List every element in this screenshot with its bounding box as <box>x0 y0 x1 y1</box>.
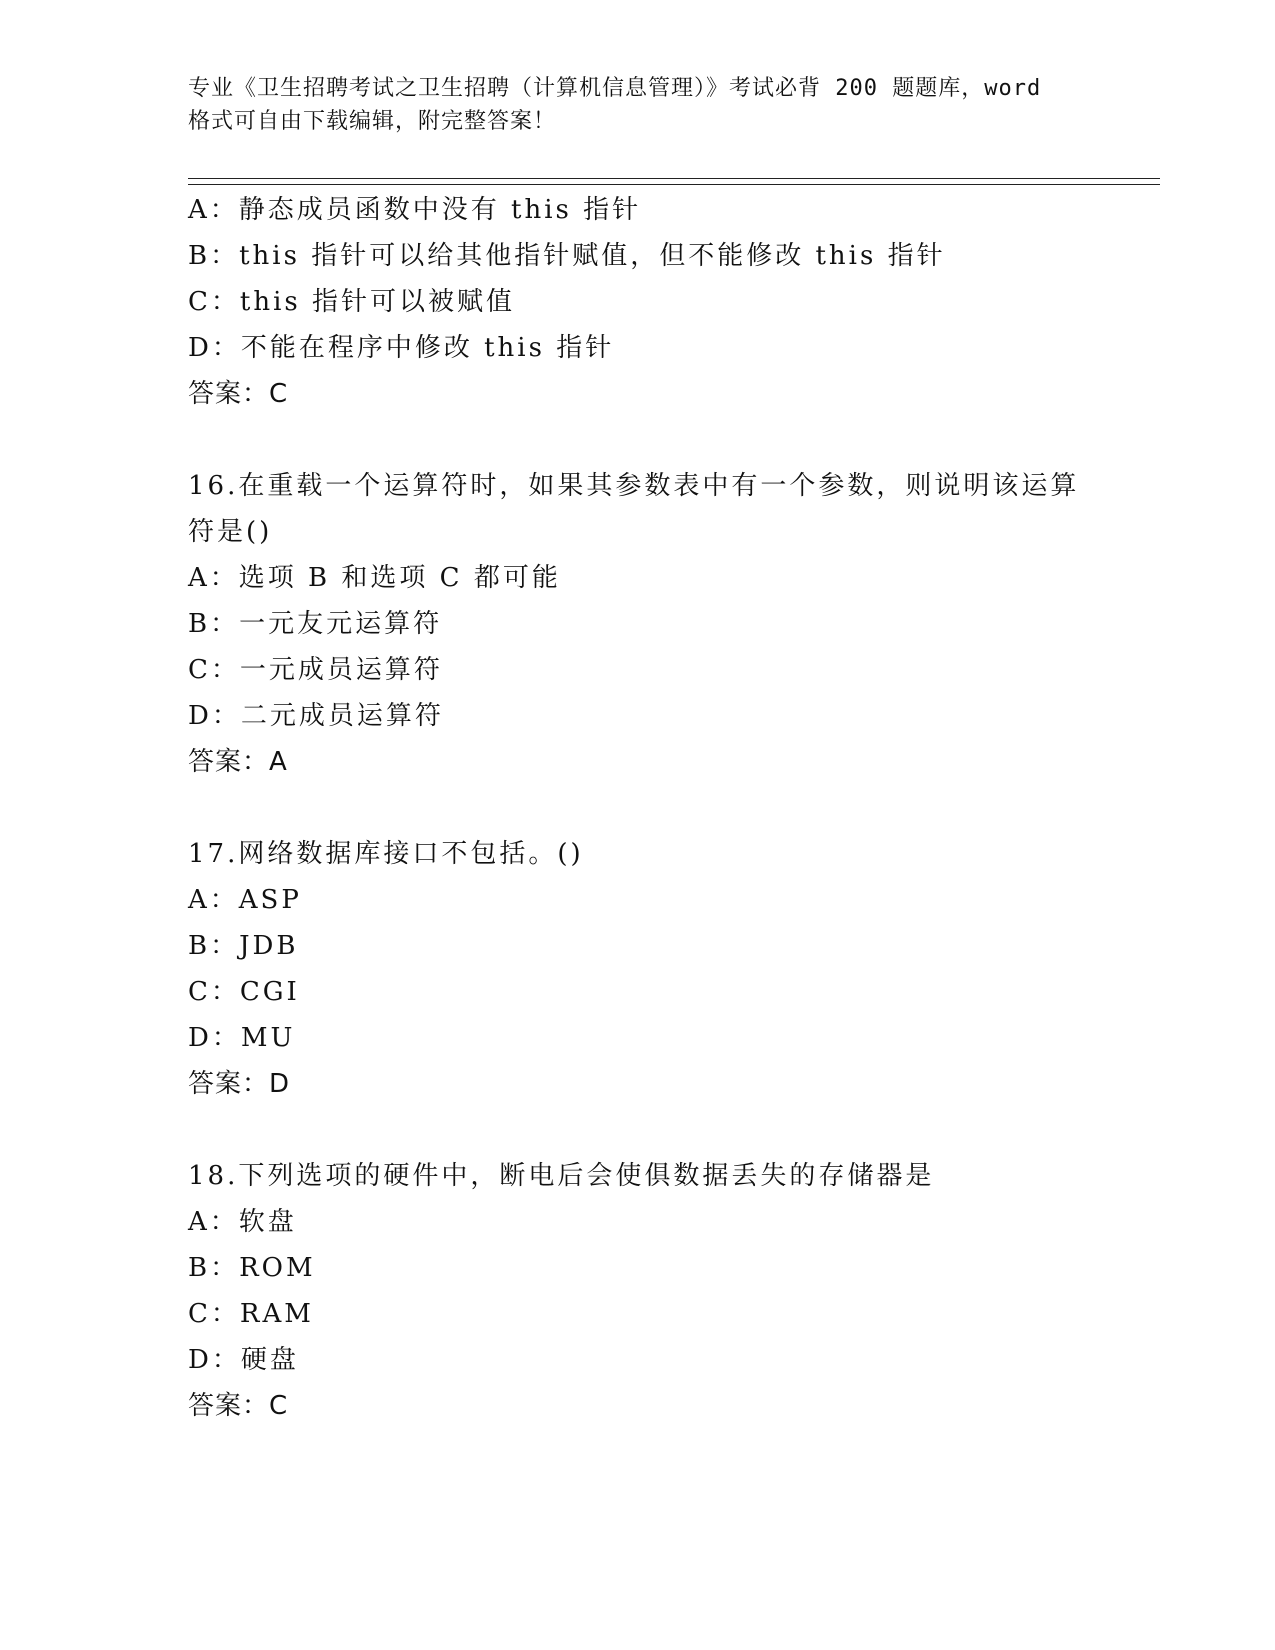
option-b: B：JDB <box>188 931 299 961</box>
option-d: D：MU <box>188 1023 296 1053</box>
option-a: A：软盘 <box>188 1207 297 1237</box>
option-b: B：this 指针可以给其他指针赋值，但不能修改 this 指针 <box>188 241 946 271</box>
option-a: A：ASP <box>188 885 302 915</box>
question-17 <box>188 831 1088 1107</box>
question-15 <box>188 187 1088 417</box>
answer-line: 答案：C <box>188 379 289 409</box>
question-list <box>188 187 1088 1429</box>
question-title: 16.在重载一个运算符时，如果其参数表中有一个参数，则说明该运算 <box>188 471 1080 501</box>
option-d: D：二元成员运算符 <box>188 701 444 731</box>
header-divider-bottom <box>188 184 1160 185</box>
spacer <box>188 785 1088 831</box>
question-title: 18.下列选项的硬件中，断电后会使俱数据丢失的存储器是 <box>188 1161 935 1191</box>
header-line-2: 格式可自由下载编辑，附完整答案！ <box>188 109 557 134</box>
option-d: D：硬盘 <box>188 1345 299 1375</box>
option-c: C：CGI <box>188 977 300 1007</box>
option-c: C：RAM <box>188 1299 314 1329</box>
question-title-continued: 符是() <box>188 517 273 547</box>
option-c: C：一元成员运算符 <box>188 655 443 685</box>
spacer <box>188 1107 1088 1153</box>
spacer <box>188 417 1088 463</box>
answer-line: 答案：C <box>188 1391 289 1421</box>
document-header <box>188 72 1088 138</box>
header-line-1: 专业《卫生招聘考试之卫生招聘（计算机信息管理）》考试必背 200 题题库，word <box>188 76 1042 101</box>
question-title: 17.网络数据库接口不包括。() <box>188 839 584 869</box>
option-c: C：this 指针可以被赋值 <box>188 287 516 317</box>
answer-line: 答案：D <box>188 1069 291 1099</box>
option-a: A：选项 B 和选项 C 都可能 <box>188 563 561 593</box>
option-b: B：一元友元运算符 <box>188 609 443 639</box>
option-a: A：静态成员函数中没有 this 指针 <box>188 195 642 225</box>
option-b: B：ROM <box>188 1253 316 1283</box>
question-18 <box>188 1153 1088 1429</box>
question-16 <box>188 463 1088 785</box>
answer-line: 答案：A <box>188 747 288 777</box>
option-d: D：不能在程序中修改 this 指针 <box>188 333 615 363</box>
header-divider-top <box>188 178 1160 179</box>
